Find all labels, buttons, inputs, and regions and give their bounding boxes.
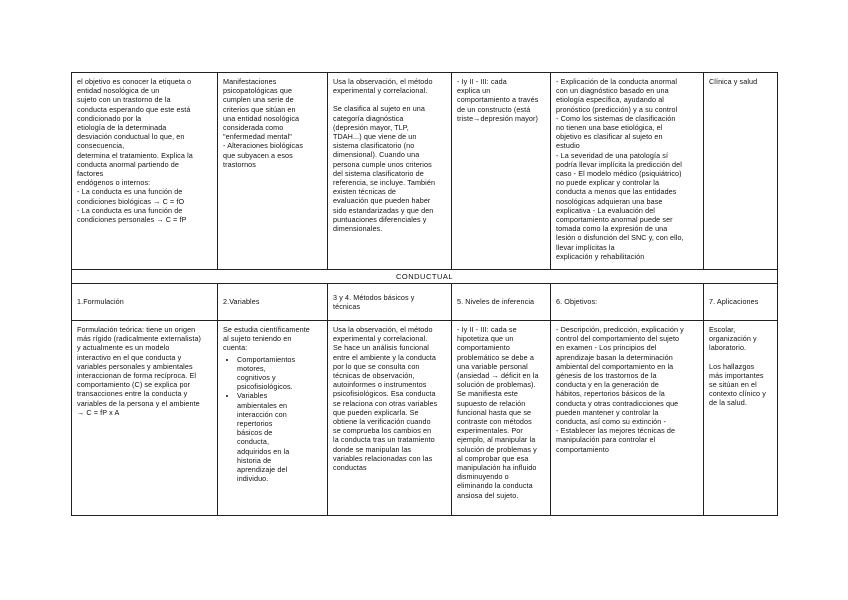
text-line: experimental y correlacional. bbox=[333, 334, 428, 344]
behavioral-formulation-cell bbox=[72, 321, 218, 516]
text-line: conducta anormal partiendo de bbox=[77, 159, 179, 169]
text-line: una variable personal bbox=[457, 361, 528, 371]
text-line: se comprueba los cambios en bbox=[333, 426, 432, 436]
text-line: - La conducta es una función de bbox=[77, 187, 183, 197]
text-line: no puede explicar y controlar la bbox=[556, 178, 660, 188]
text-line: criterios que sitúan en bbox=[223, 104, 296, 114]
text-line: condicionado por la bbox=[77, 113, 142, 123]
text-line: variables de la persona y el ambiente bbox=[77, 398, 200, 408]
behavioral-applications-cell bbox=[704, 321, 778, 516]
medical-formulation-cell bbox=[72, 73, 218, 270]
text-line: (depresión mayor, TLP, bbox=[333, 122, 409, 132]
text-line: entidad nosológica de un bbox=[77, 86, 160, 96]
text-line: sistema clasificatorio (no bbox=[333, 141, 415, 151]
text-line: conducta, así como su extinción - bbox=[556, 417, 666, 427]
text-line: 3 y 4. Métodos básicos y bbox=[333, 292, 415, 302]
text-line: individuo. bbox=[237, 474, 269, 484]
text-line: → C = fP x A bbox=[77, 407, 120, 417]
text-line: existen técnicas de bbox=[333, 187, 397, 197]
text-line: ansiosa del sujeto. bbox=[457, 490, 519, 500]
text-line: desviación conductual lo que, en bbox=[77, 132, 185, 142]
text-line: por lo que se consulta con bbox=[333, 361, 420, 371]
text-line: etiología específica, ayudando al bbox=[556, 95, 664, 105]
text-line: dimensional). Cuando una bbox=[333, 150, 420, 160]
text-line: - Iy II - III: cada bbox=[457, 77, 507, 86]
text-line: el objetivo es conocer la etiqueta o bbox=[77, 77, 192, 86]
text-line: donde se manipulan las bbox=[333, 444, 412, 454]
behavioral-variables-cell bbox=[218, 321, 328, 516]
text-line: • Comportamientos bbox=[237, 354, 296, 364]
text-line: de un constructo (está bbox=[457, 104, 531, 114]
text-line: Usa la observación, el método bbox=[333, 325, 433, 334]
text-line: etiología de la determinada bbox=[77, 123, 167, 133]
text-line: conductas bbox=[333, 463, 367, 473]
text-line: comportamiento bbox=[556, 444, 609, 454]
behavioral-methods-cell bbox=[328, 321, 452, 516]
text-line: más importantes bbox=[709, 370, 764, 380]
text-line: del sistema clasificatorio de bbox=[333, 168, 424, 178]
text-line: Manifestaciones bbox=[223, 77, 277, 86]
text-line: - Alteraciones biológicas bbox=[223, 141, 304, 151]
medical-applications-cell bbox=[704, 73, 778, 270]
text-line: ambiental del comportamiento en la bbox=[556, 361, 674, 371]
text-line: con un diagnóstico basado en una bbox=[556, 86, 669, 96]
text-line: nosológicas adquieran una base bbox=[556, 196, 663, 206]
text-line: eliminando la conducta bbox=[457, 481, 533, 491]
text-line: endógenos o internos: bbox=[77, 178, 151, 188]
text-line: comportamiento anormal puede ser bbox=[556, 215, 673, 225]
text-line: categoría diagnóstica bbox=[333, 113, 404, 123]
text-line: TDAH...) que viene de un bbox=[333, 132, 417, 142]
text-line: repertorios bbox=[237, 419, 273, 429]
text-line: hipotetiza que un bbox=[457, 334, 514, 344]
text-line: funcional hasta que se bbox=[457, 407, 532, 417]
text-line: se relaciona con otras variables bbox=[333, 398, 438, 408]
text-line: - Explicación de la conducta anormal bbox=[556, 77, 678, 86]
text-line: técnicas bbox=[333, 302, 361, 311]
text-line: factores bbox=[77, 169, 104, 179]
text-line: control del comportamiento del sujeto bbox=[556, 334, 680, 344]
text-line: Escolar, bbox=[709, 325, 736, 334]
text-line: experimental y correlacional. bbox=[333, 86, 428, 96]
text-line: al sujeto teniendo en bbox=[223, 334, 292, 344]
text-line: cuenta: bbox=[223, 343, 248, 353]
text-line: referencia, se incluye. También bbox=[333, 178, 436, 188]
text-line: - Establecer las mejores técnicas de bbox=[556, 426, 676, 436]
text-line: - La severidad de una patología sí bbox=[556, 150, 669, 160]
text-line: psicofisiológicos. Esa conducta bbox=[333, 389, 436, 399]
text-line: Usa la observación, el método bbox=[333, 77, 433, 86]
text-line: explicativa - La evaluación del bbox=[556, 205, 655, 215]
text-line: laboratorio. bbox=[709, 343, 747, 353]
header-objectives: 6. Objetivos: bbox=[551, 284, 704, 321]
text-line: - La conducta es una función de bbox=[77, 205, 183, 215]
text-line: conducta y otras contradicciones que bbox=[556, 398, 679, 408]
text-line: obtiene la verificación cuando bbox=[333, 417, 431, 427]
text-line: psicofisiológicos. bbox=[237, 382, 293, 392]
text-line: cumplen una serie de bbox=[223, 95, 294, 105]
header-methods bbox=[328, 284, 452, 321]
text-line: solución de problemas). bbox=[457, 380, 536, 390]
behavioral-objectives-cell bbox=[551, 321, 704, 516]
text-line: motores, bbox=[237, 363, 266, 373]
text-line: objetivo es clasificar al sujeto en bbox=[556, 132, 663, 142]
text-line: pueden mantener y controlar la bbox=[556, 407, 659, 417]
text-line: Los hallazgos bbox=[709, 361, 755, 371]
text-line: disminuyendo o bbox=[457, 472, 509, 482]
text-line: sido estandarizadas y que den bbox=[333, 205, 434, 215]
behavioral-model-row bbox=[72, 321, 778, 516]
text-line: supuesto de relación bbox=[457, 398, 526, 408]
text-line: transacciones entre la conducta y bbox=[77, 389, 188, 399]
text-line: explicación y rehabilitación bbox=[556, 251, 645, 261]
text-line: manipulación ha influido bbox=[457, 463, 537, 473]
text-line: al comprobar que esa bbox=[457, 453, 529, 463]
text-line: variables personales y ambientales bbox=[77, 361, 193, 371]
text-line: que pueden explicarla. Se bbox=[333, 407, 419, 417]
header-inference: 5. Niveles de inferencia bbox=[452, 284, 551, 321]
text-line: cognitivos y bbox=[237, 373, 276, 383]
text-line: de la salud. bbox=[709, 398, 747, 408]
text-line: génesis de los trastornos de la bbox=[556, 371, 657, 381]
header-applications: 7. Aplicaciones bbox=[704, 284, 778, 321]
text-line: estudio bbox=[556, 141, 580, 151]
text-line: condiciones biológicas → C = fO bbox=[77, 196, 185, 206]
text-line: trastornos bbox=[223, 159, 256, 169]
text-line: y actualmente es un modelo bbox=[77, 343, 170, 353]
text-line: se sitúan en el bbox=[709, 380, 757, 390]
behavioral-inference-cell bbox=[452, 321, 551, 516]
text-line: interacción con bbox=[237, 409, 287, 419]
text-line: sujeto con un trastorno de la bbox=[77, 95, 171, 105]
text-line: experimentales. Por bbox=[457, 426, 523, 436]
text-line: determina el tratamiento. Explica la bbox=[77, 150, 193, 160]
text-line: autoinformes o instrumentos bbox=[333, 380, 427, 390]
text-line: psicopatológicas que bbox=[223, 86, 293, 96]
text-line: Se clasifica al sujeto en una bbox=[333, 104, 425, 114]
variables-list bbox=[223, 355, 322, 484]
header-variables: 2.Variables bbox=[218, 284, 328, 321]
text-line: - Iy II - III: cada se bbox=[457, 325, 517, 334]
text-line: entre el ambiente y la conducta bbox=[333, 352, 436, 362]
text-line: adquiridos en la bbox=[237, 446, 290, 456]
text-line: no tienen una base etiológica, el bbox=[556, 123, 663, 133]
text-line: que subyacen a esos bbox=[223, 150, 293, 160]
text-line: contraste con métodos bbox=[457, 417, 532, 427]
text-line: aprendizaje basan la determinación bbox=[556, 352, 673, 362]
text-line: historia de bbox=[237, 455, 272, 465]
comparison-table bbox=[71, 72, 778, 516]
medical-objectives-cell bbox=[551, 73, 704, 270]
text-line: más rígido (radicalmente externalista) bbox=[77, 334, 202, 344]
list-item bbox=[237, 391, 322, 483]
text-line: conducta, bbox=[237, 437, 270, 447]
text-line: interactivo en el que conducta y bbox=[77, 352, 182, 362]
text-line: la conducta tras un tratamiento bbox=[333, 435, 435, 445]
medical-methods-cell bbox=[328, 73, 452, 270]
text-line: conducta esperando que este está bbox=[77, 104, 191, 114]
text-line: persona cumple unos criterios bbox=[333, 159, 432, 169]
section-row bbox=[72, 270, 778, 284]
text-line: Se estudia científicamente bbox=[223, 325, 310, 334]
text-line: contexto clínico y bbox=[709, 389, 766, 399]
text-line: ambientales en bbox=[237, 400, 288, 410]
text-line: interaccionan de forma recíproca. El bbox=[77, 371, 197, 381]
text-line: - Descripción, predicción, explicación y bbox=[556, 325, 684, 334]
text-line: dimensionales. bbox=[333, 224, 383, 234]
text-line: Se manifiesta este bbox=[457, 389, 518, 399]
text-line: básicos de bbox=[237, 428, 273, 438]
section-title: CONDUCTUAL bbox=[72, 270, 778, 284]
text-line: hábitos, repertorios básicos de la bbox=[556, 389, 665, 399]
list-item bbox=[237, 355, 322, 392]
text-line: manipulación para controlar el bbox=[556, 435, 656, 445]
text-line: una entidad nosológica bbox=[223, 113, 300, 123]
header-formulation: 1.Formulación bbox=[72, 284, 218, 321]
text-line: puntuaciones diferenciales y bbox=[333, 214, 427, 224]
text-line: • Variables bbox=[237, 391, 268, 401]
text-line: en examen - Los principios del bbox=[556, 343, 657, 353]
text-line: problemático se debe a bbox=[457, 352, 534, 362]
text-line: ejemplo, al manipular la bbox=[457, 435, 536, 445]
text-line: condiciones personales → C = fP bbox=[77, 215, 187, 225]
text-line: evaluación que pueden haber bbox=[333, 196, 431, 206]
medical-inference-cell bbox=[452, 73, 551, 270]
text-line: (ansiedad → déficit en la bbox=[457, 371, 539, 381]
text-line: pronóstico (predicción) y a su control bbox=[556, 104, 678, 114]
medical-variables-cell bbox=[218, 73, 328, 270]
text-line: explica un bbox=[457, 86, 491, 96]
medical-model-row bbox=[72, 73, 778, 270]
text-line: comportamiento a través bbox=[457, 95, 539, 105]
text-line: variables relacionadas con las bbox=[333, 453, 433, 463]
text-line: técnicas de observación, bbox=[333, 371, 415, 381]
text-line: lesión o disfunción del SNC y, con ello, bbox=[556, 233, 684, 243]
text-line: "enfermedad mental" bbox=[223, 132, 292, 142]
text-line: consecuencia, bbox=[77, 141, 125, 151]
text-line: conducta y en la generación de bbox=[556, 380, 659, 390]
text-line: comportamiento bbox=[457, 343, 510, 353]
text-line: comportamiento (C) se explica por bbox=[77, 380, 191, 390]
text-line: organización y bbox=[709, 334, 757, 344]
text-line: considerada como bbox=[223, 123, 284, 133]
header-row bbox=[72, 284, 778, 321]
text-line: podría llevar implícita la predicción del bbox=[556, 159, 682, 169]
text-line: aprendizaje del bbox=[237, 465, 288, 475]
text-line: triste→depresión mayor) bbox=[457, 113, 538, 123]
text-line: - Como los sistemas de clasificación bbox=[556, 113, 676, 123]
text-line: Clínica y salud bbox=[709, 77, 758, 86]
text-line: Se hace un análisis funcional bbox=[333, 343, 430, 353]
text-line: tomada como la expresión de una bbox=[556, 224, 668, 234]
text-line: llevar implícitas la bbox=[556, 242, 615, 252]
text-line: caso - El modelo médico (psiquiátrico) bbox=[556, 169, 682, 179]
text-line: Formulación teórica: tiene un origen bbox=[77, 325, 196, 334]
text-line: conducta a menos que las entidades bbox=[556, 187, 677, 197]
text-line: solución de problemas y bbox=[457, 444, 537, 454]
